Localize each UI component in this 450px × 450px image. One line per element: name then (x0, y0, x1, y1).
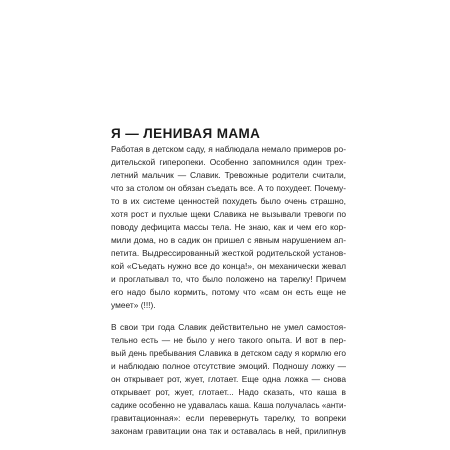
text-line: садике особенно не удавалась каша. Каша получалась «анти- (111, 401, 346, 410)
text-line: умеет» (!!!). (111, 300, 156, 310)
text-line: законам гравитации она так и оставалась в ней, прилипнув (111, 426, 346, 436)
text-line: летний мальчик — Славик. Тревожные родители считали, (111, 170, 346, 180)
text-line: кой «Съедать нужно все до конца!», он механически жевал (111, 261, 346, 271)
text-line: хотя рост и пухлые щеки Славика не вызывали тревоги по (111, 209, 346, 219)
text-line: петита. Выдрессированный жесткой родительской установ- (111, 248, 346, 258)
text-line: поводу дефицита массы тела. Не знаю, как и чем его кор- (111, 222, 346, 232)
text-line: он открывает рот, жует, глотает. Еще одна ложка — снова (111, 374, 346, 384)
text-line: и проглатывал то, что было положено на тарелку! Причем (111, 274, 346, 284)
text-line: его надо было кормить, потому что «сам он есть еще не (111, 287, 346, 297)
text-line: гравитационная»: если перевернуть тарелку, то вопреки (111, 413, 346, 423)
text-line: вый день пребывания Славика в детском саду я кормлю его (111, 348, 346, 358)
text-line: дительской гиперопеки. Особенно запомнился один трех- (111, 157, 346, 167)
text-line: и наблюдаю полное отсутствие эмоций. Подношу ложку — (111, 361, 346, 371)
text-line: В свои три года Славик действительно не умел самостоя- (111, 322, 346, 332)
text-line: тельно есть — не было у него такого опыта. И вот в пер- (111, 335, 346, 345)
text-line: что за столом он обязан съедать все. А то похудеет. Почему- (111, 184, 346, 193)
text-line: Работая в детском саду, я наблюдала немало примеров ро- (111, 144, 346, 154)
text-line: мили дома, но в садик он пришел с явным нарушением ап- (111, 235, 346, 245)
chapter-title: Я — ЛЕНИВАЯ МАМА (111, 126, 261, 141)
text-line: открывает рот, жует, глотает... Надо сказать, что каша в (111, 387, 346, 397)
text-line: то в их системе ценностей похудеть было очень страшно, (111, 196, 346, 206)
